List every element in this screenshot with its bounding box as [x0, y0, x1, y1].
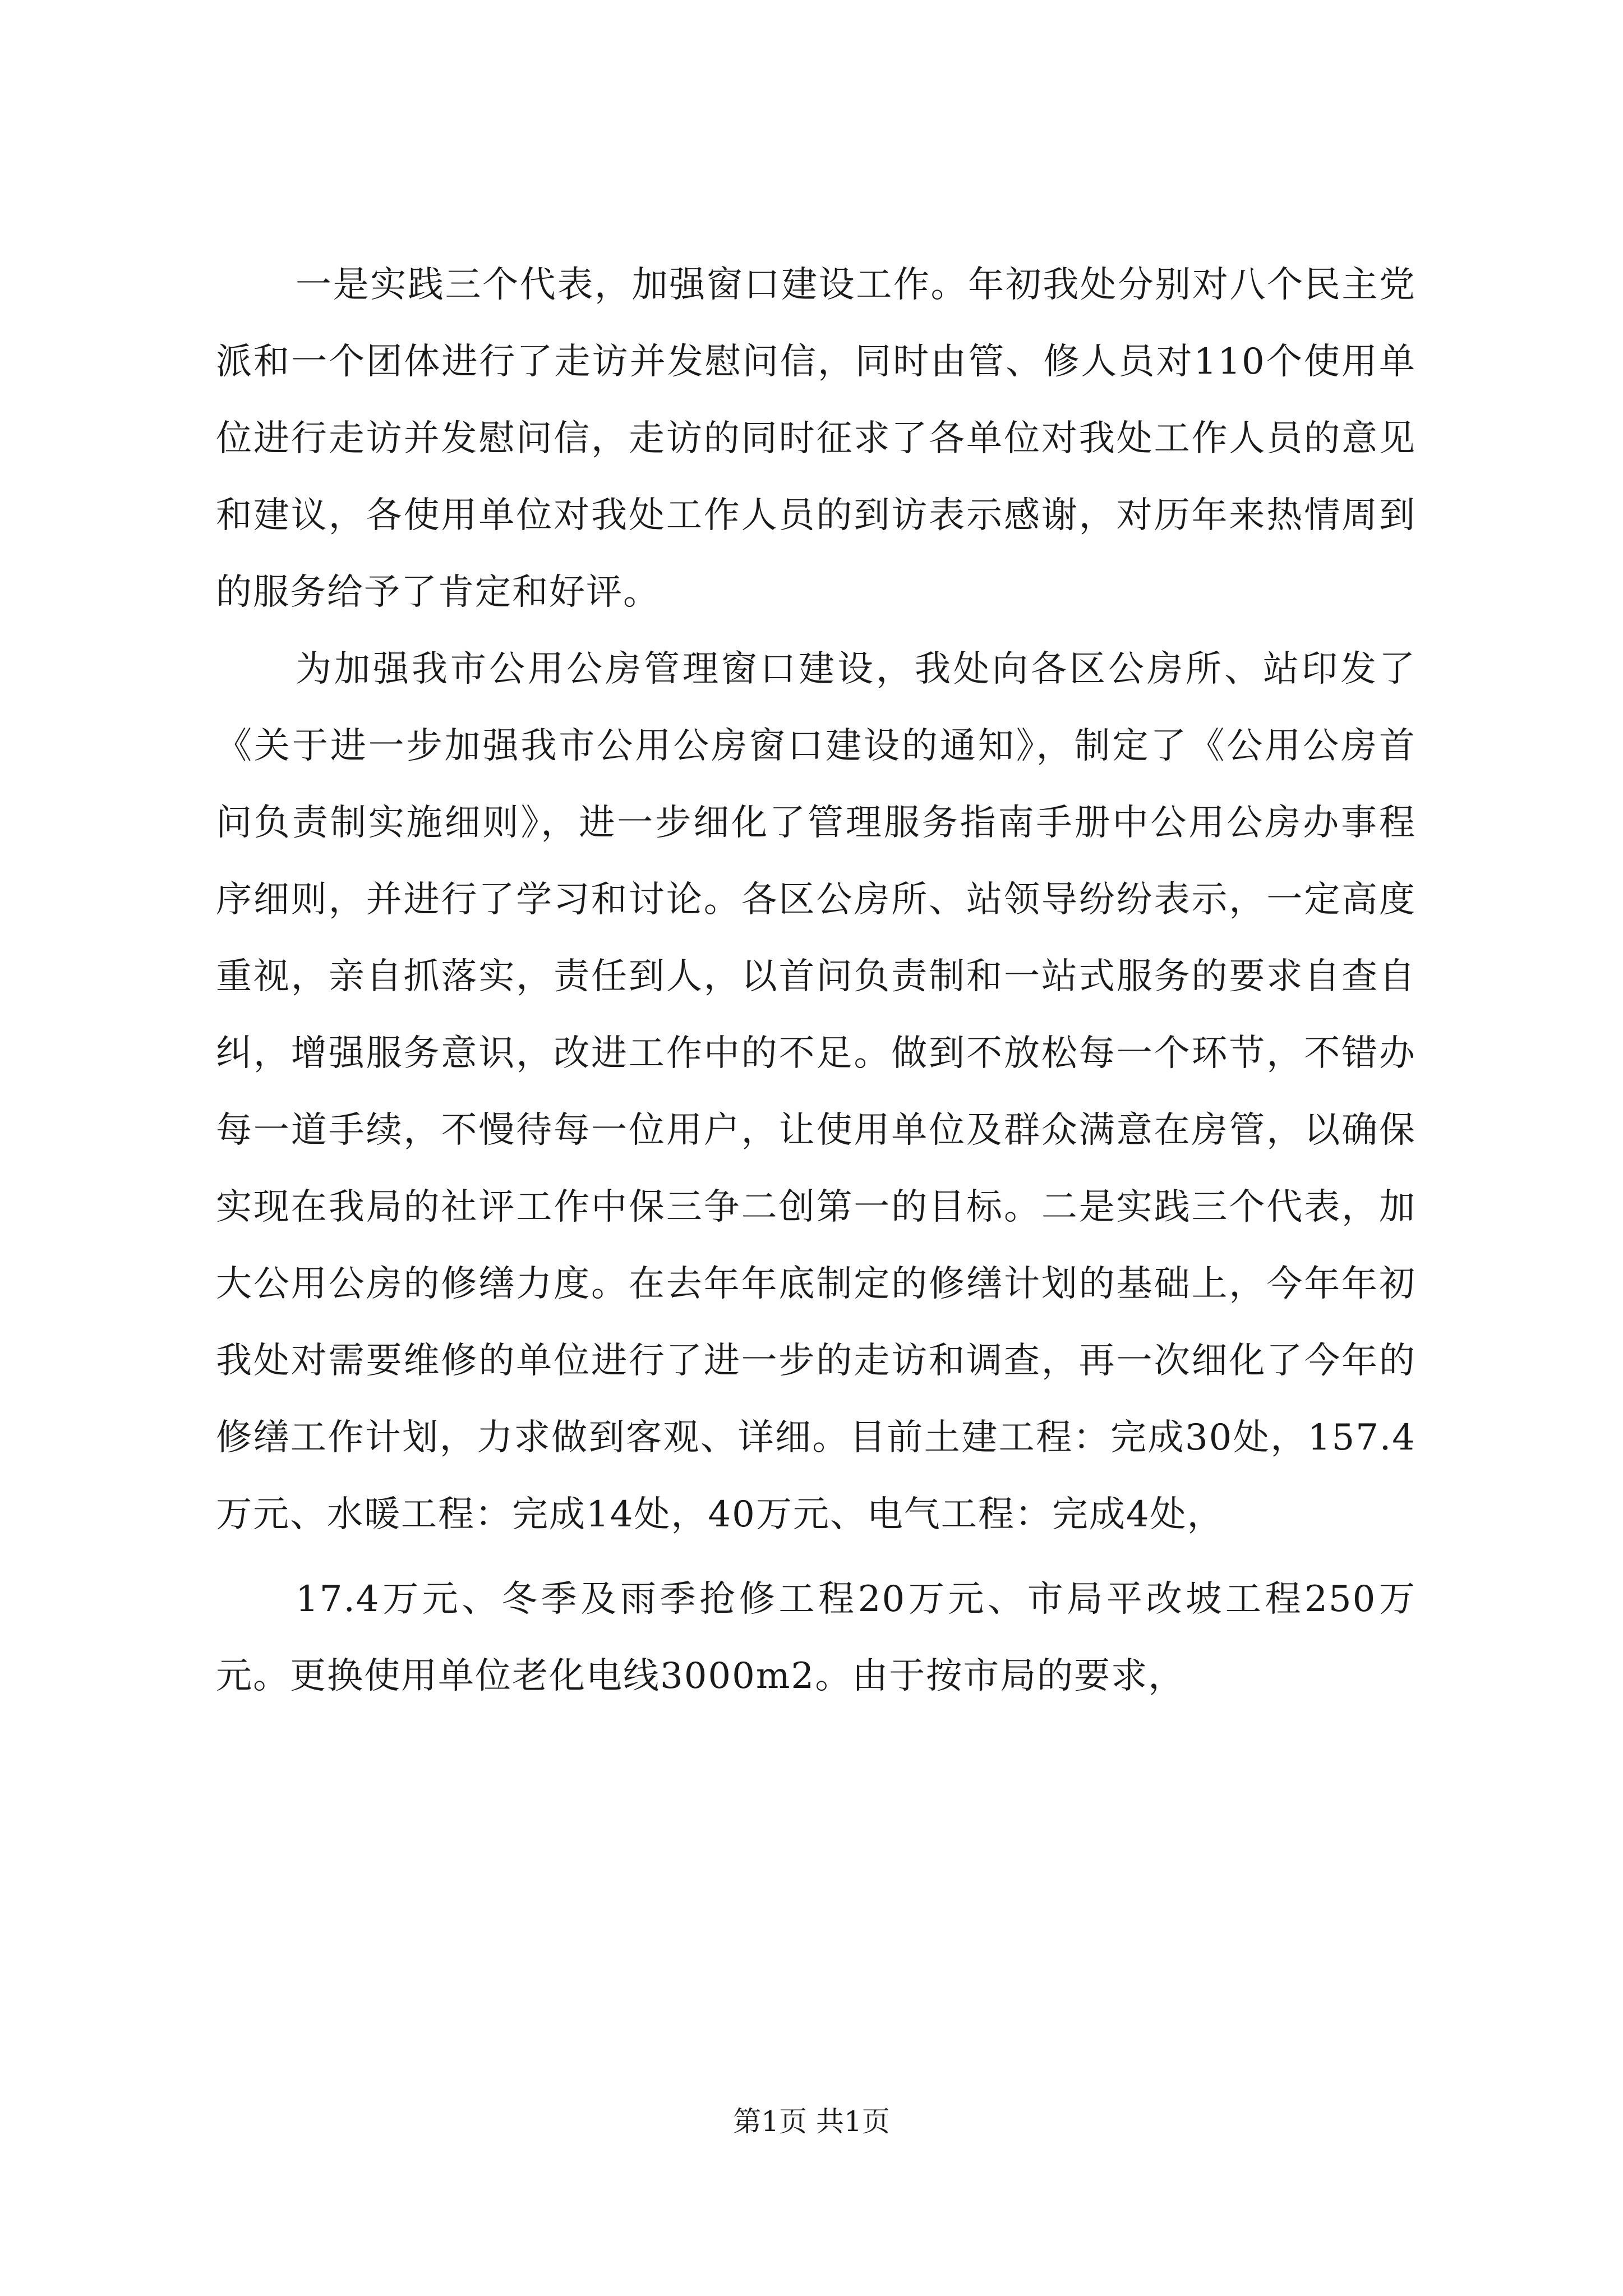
paragraph-repair-costs: 17.4万元、冬季及雨季抢修工程20万元、市局平改坡工程250万元。更换使用单位老化电线3000m2。由于按市局的要求，: [216, 1579, 1416, 1697]
document-body: [216, 247, 1416, 1715]
paragraph-window-building: 一是实践三个代表，加强窗口建设工作。年初我处分别对八个民主党派和一个团体进行了走访并发慰问信，同时由管、修人员对110个使用单位进行走访并发慰问信，走访的同时征求了各单位对我处工作人员的意见和建议，各使用单位对我处工作人员的到访表示感谢，对历年来热情周到的服务给予了肯定和好评。: [216, 264, 1416, 613]
paragraph-management-and-repairs: 为加强我市公用公房管理窗口建设，我处向各区公房所、站印发了《关于进一步加强我市公用公房窗口建设的通知》，制定了《公用公房首问负责制实施细则》，进一步细化了管理服务指南手册中公用公房办事程序细则，并进行了学习和讨论。各区公房所、站领导纷纷表示，一定高度重视，亲自抓落实，责任到人，以首问负责制和一站式服务的要求自查自纠，增强服务意识，改进工作中的不足。做到不放松每一个环节，不错办每一道手续，不慢待每一位用户，让使用单位及群众满意在房管，以确保实现在我局的社评工作中保三争二创第一的目标。二是实践三个代表，加大公用公房的修缮力度。在去年年底制定的修缮计划的基础上，今年年初我处对需要维修的单位进行了进一步的走访和调查，再一次细化了今年的修缮工作计划，力求做到客观、详细。目前土建工程：完成30处，157.4万元、水暖工程：完成14处，40万元、电气工程：完成4处，: [216, 648, 1416, 1535]
page-number-footer: 第1页 共1页: [733, 2105, 890, 2138]
